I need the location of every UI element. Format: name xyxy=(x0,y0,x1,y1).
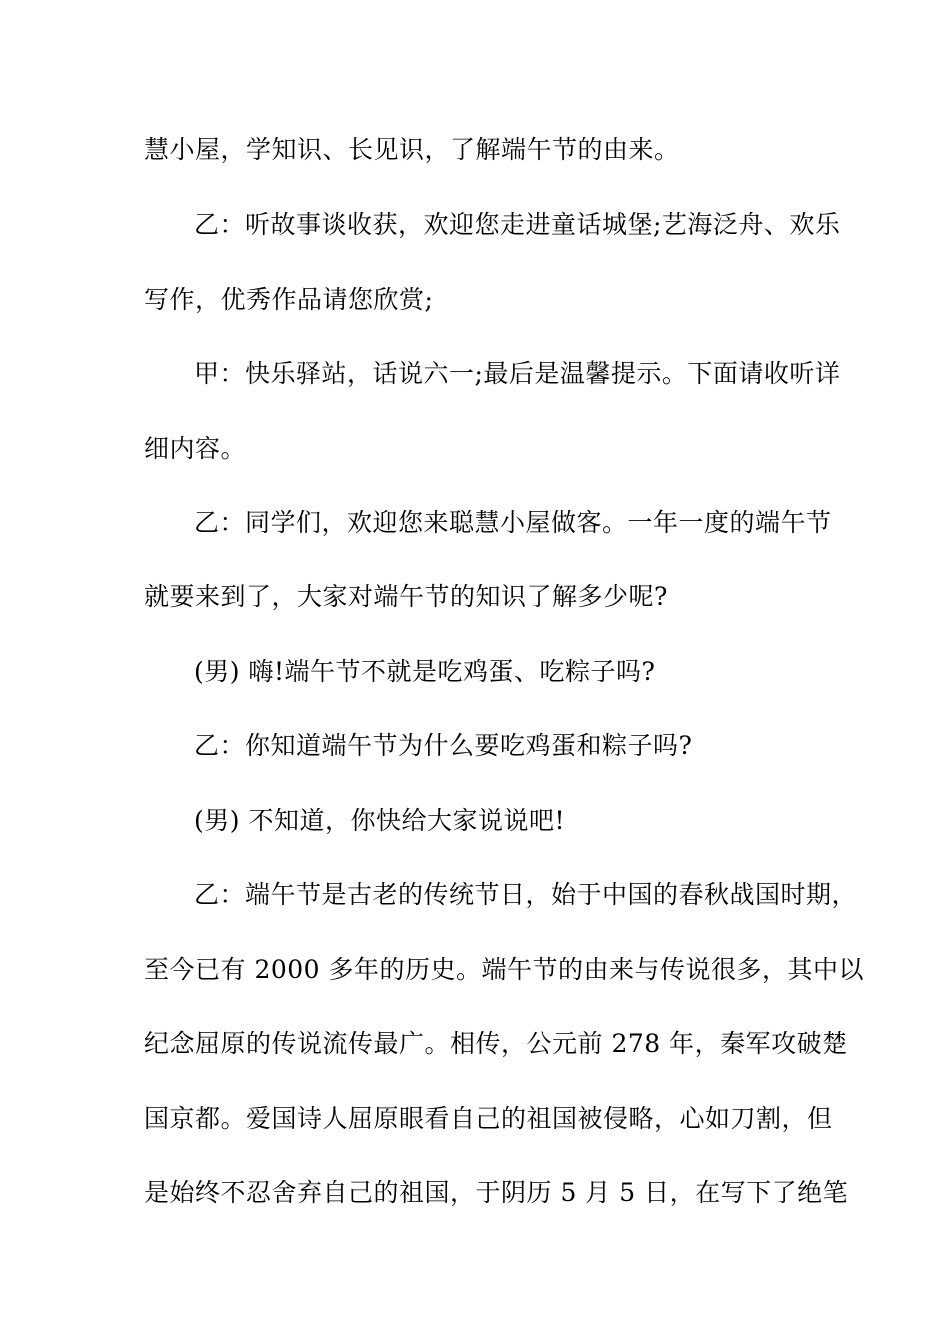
text-line: 就要来到了，大家对端午节的知识了解多少呢? xyxy=(144,582,668,611)
paragraph-first-line: 乙：端午节是古老的传统节日，始于中国的春秋战国时期， xyxy=(194,880,858,909)
paragraph-first-line: 甲：快乐驿站，话说六一;最后是温馨提示。下面请收听详 xyxy=(194,359,841,388)
paragraph-first-line: 乙：你知道端午节为什么要吃鸡蛋和粽子吗? xyxy=(194,731,693,760)
paragraph-first-line: (男) 嗨!端午节不就是吃鸡蛋、吃粽子吗? xyxy=(194,657,656,686)
text-line: 是始终不忍舍弃自己的祖国，于阴历 5 月 5 日，在写下了绝笔 xyxy=(144,1178,849,1207)
text-line: 细内容。 xyxy=(144,434,247,463)
text-line: 纪念屈原的传说流传最广。相传，公元前 278 年，秦军攻破楚 xyxy=(144,1029,848,1058)
text-line: 至今已有 2000 多年的历史。端午节的由来与传说很多，其中以 xyxy=(144,955,865,984)
paragraph-first-line: 乙：听故事谈收获，欢迎您走进童话城堡;艺海泛舟、欢乐 xyxy=(194,210,841,239)
paragraph-first-line: 乙：同学们，欢迎您来聪慧小屋做客。一年一度的端午节 xyxy=(194,508,832,537)
text-line: 写作，优秀作品请您欣赏; xyxy=(144,285,434,314)
paragraph-first-line: (男) 不知道，你快给大家说说吧! xyxy=(194,806,566,835)
text-line: 慧小屋，学知识、长见识，了解端午节的由来。 xyxy=(144,135,680,164)
text-line: 国京都。爱国诗人屈原眼看自己的祖国被侵略，心如刀割，但 xyxy=(144,1104,833,1133)
